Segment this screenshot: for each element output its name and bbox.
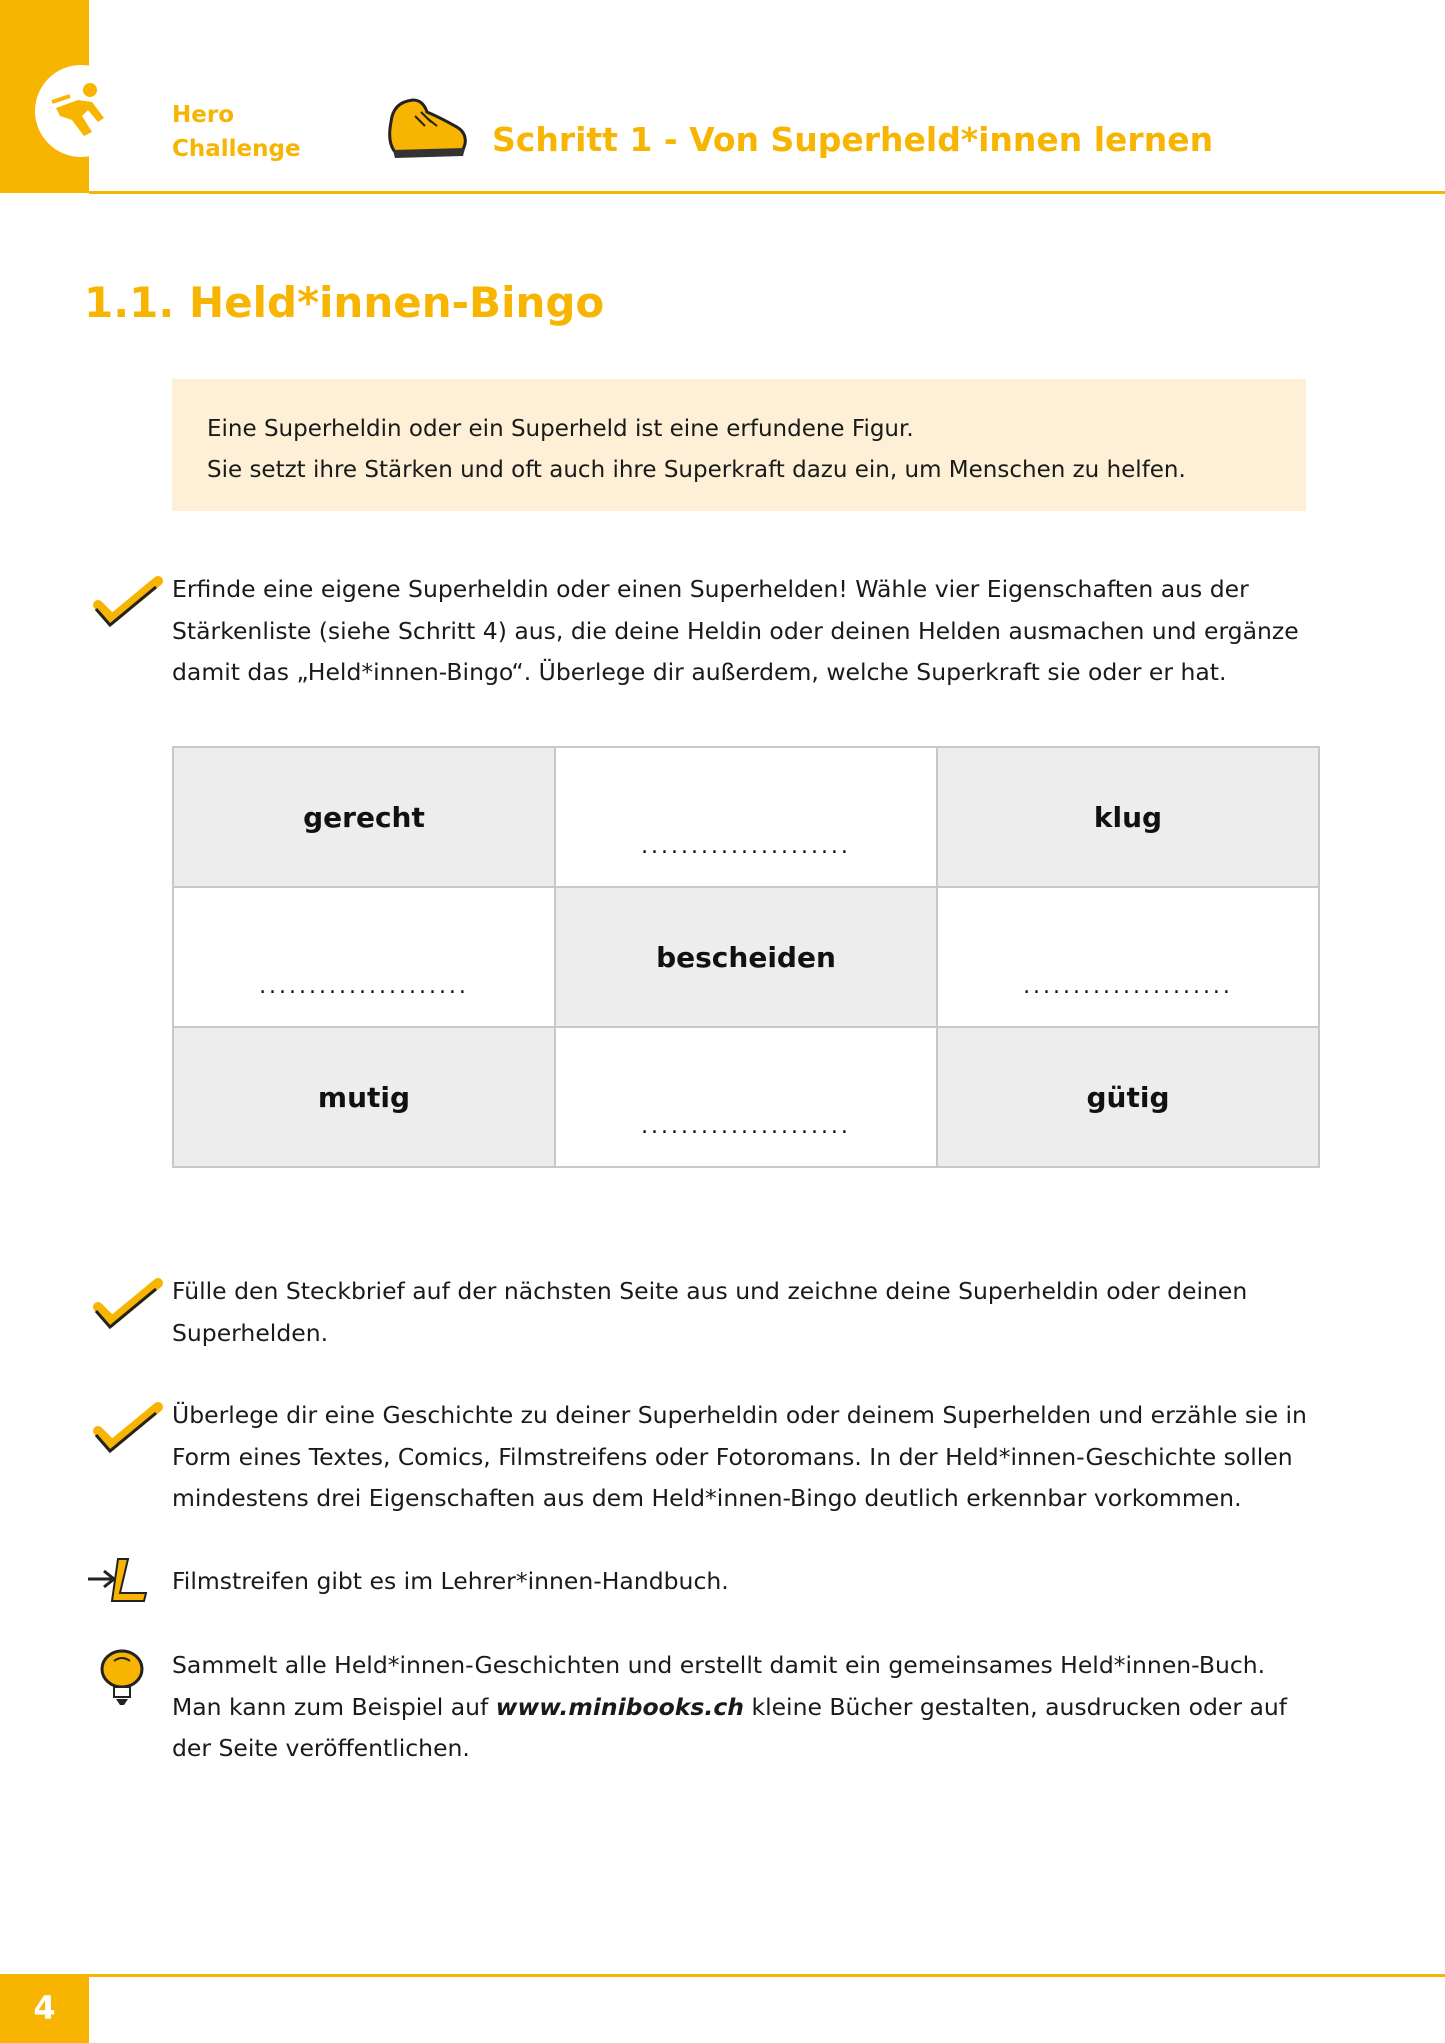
bingo-blank-cell[interactable] (555, 747, 937, 887)
step-title: Schritt 1 - Von Superheld*innen lernen (492, 120, 1214, 159)
bingo-blank-cell[interactable] (173, 887, 555, 1027)
task-1-text (172, 569, 1322, 694)
lightbulb-icon (92, 1643, 156, 1711)
blank-dots: ..................... (641, 834, 851, 859)
note-text: Filmstreifen gibt es im Lehrer*innen-Handbuch. (172, 1567, 729, 1595)
tip-line-2 (172, 1687, 1322, 1729)
task-2-line-2: Superhelden. (172, 1318, 329, 1347)
checkmark-icon (92, 1277, 164, 1335)
info-box (172, 379, 1306, 511)
minibooks-link[interactable]: www.minibooks.ch (495, 1692, 744, 1721)
task-1-line-3: damit das „Held*innen-Bingo“. Überlege dir außerdem, welche Superkraft sie oder er hat. (172, 658, 1227, 686)
bingo-blank-cell[interactable] (555, 1027, 937, 1167)
info-line-2: Sie setzt ihre Stärken und oft auch ihre Superkraft dazu ein, um Menschen zu helfen. (207, 457, 1186, 483)
arrow-icon (86, 1555, 152, 1607)
task-2-text (172, 1271, 1322, 1354)
bingo-cell: bescheiden (555, 887, 937, 1027)
task-1-line-1: Erfinde eine eigene Superheldin oder einen Superhelden! Wähle vier Eigenschaften aus der (172, 575, 1249, 603)
blank-dots: ..................... (1023, 974, 1233, 999)
page-number: 4 (33, 1989, 56, 2027)
checkmark-icon (92, 1401, 164, 1459)
section-title: 1.1. Held*innen-Bingo (84, 278, 605, 327)
brand-line-2: Challenge (172, 136, 301, 162)
brand-name (172, 98, 301, 166)
tip-text (172, 1645, 1322, 1770)
task-2-line-1: Fülle den Steckbrief auf der nächsten Seite aus und zeichne deine Superheldin oder deinen (172, 1277, 1248, 1305)
bingo-cell: gerecht (173, 747, 555, 887)
tip-line-2-start: Man kann zum Beispiel auf (172, 1692, 496, 1721)
task-1-line-2: Stärkenliste (siehe Schritt 4) aus, die deine Heldin oder deinen Helden ausmachen und ergänze (172, 616, 1299, 645)
bingo-cell: klug (937, 747, 1319, 887)
bingo-blank-cell[interactable] (937, 887, 1319, 1027)
hero-logo-icon (35, 65, 127, 157)
footer-rule (89, 1974, 1445, 1977)
bingo-cell: mutig (173, 1027, 555, 1167)
tip-line-2-end: kleine Bücher gestalten, ausdrucken oder auf (743, 1692, 1288, 1721)
task-3-line-2: Form eines Textes, Comics, Filmstreifens oder Fotoromans. In der Held*innen-Geschichte sollen (172, 1442, 1293, 1471)
bingo-grid (172, 746, 1320, 1168)
bingo-cell: gütig (937, 1027, 1319, 1167)
checkmark-icon (92, 575, 164, 633)
task-3-line-3: mindestens drei Eigenschaften aus dem Held*innen-Bingo deutlich erkennbar vorkommen. (172, 1484, 1242, 1512)
task-3-line-1: Überlege dir eine Geschichte zu deiner Superheldin oder deinem Superhelden und erzähle sie in (172, 1401, 1307, 1429)
brand-line-1: Hero (172, 102, 234, 128)
task-3-text (172, 1395, 1322, 1520)
shoe-icon (385, 92, 471, 166)
blank-dots: ..................... (259, 974, 469, 999)
tip-line-3: der Seite veröffentlichen. (172, 1734, 470, 1762)
tip-line-1: Sammelt alle Held*innen-Geschichten und erstellt damit ein gemeinsames Held*innen-Buch. (172, 1651, 1266, 1679)
header-rule (89, 191, 1445, 194)
blank-dots: ..................... (641, 1114, 851, 1139)
info-line-1: Eine Superheldin oder ein Superheld ist eine erfundene Figur. (207, 416, 914, 442)
